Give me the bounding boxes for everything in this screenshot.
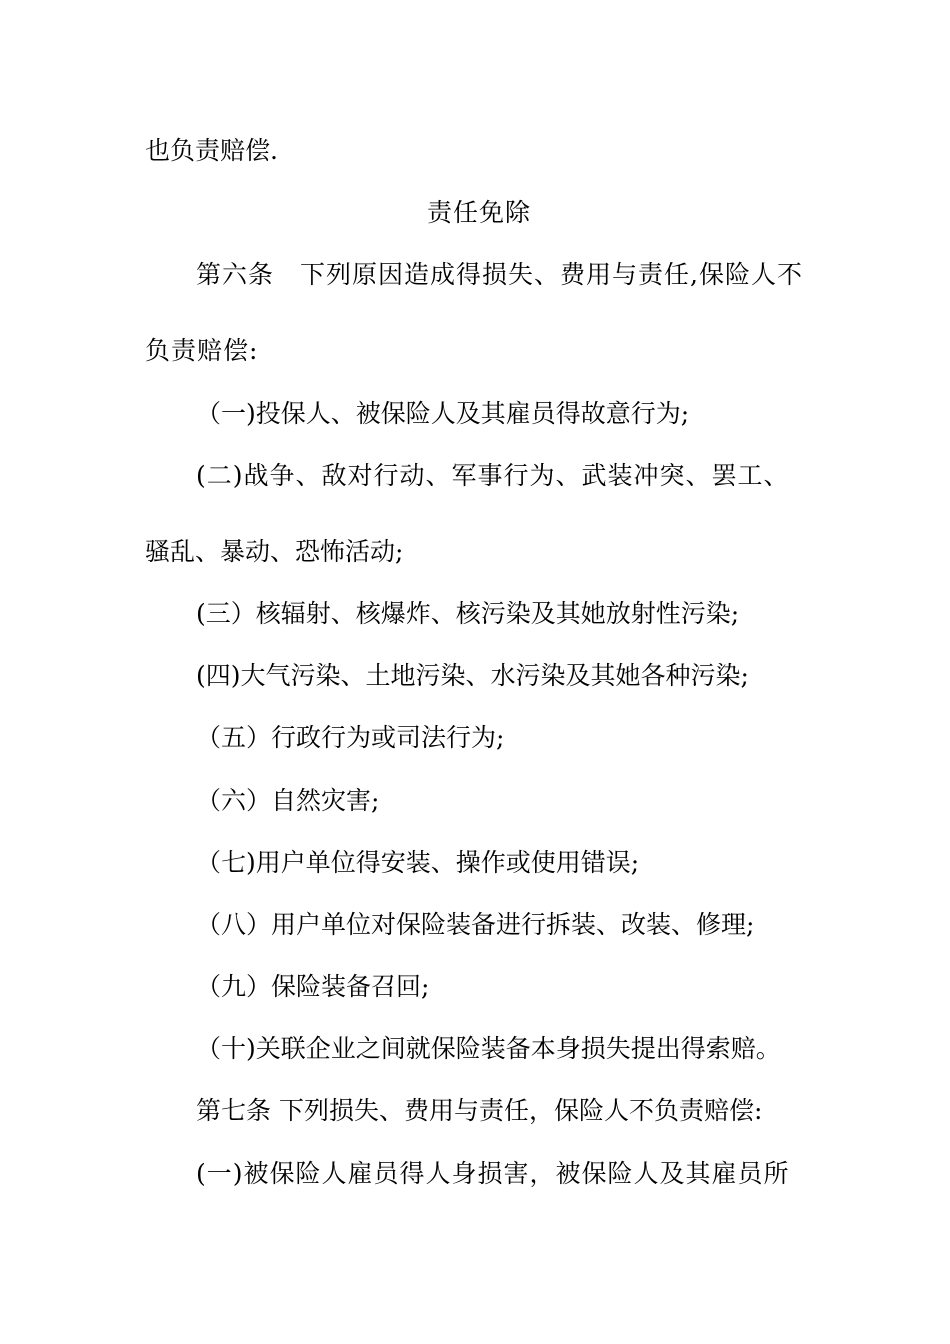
article-6-item-4: (四)大气污染、土地污染、水污染及其她各种污染; xyxy=(196,661,749,690)
article-6-line-2: 负责赔偿: xyxy=(145,336,259,365)
article-6-item-7: （七)用户单位得安装、操作或使用错误; xyxy=(196,848,640,877)
section-heading: 责任免除 xyxy=(427,198,532,227)
article-6-item-8: （八）用户单位对保险装备进行拆装、改装、修理; xyxy=(196,910,755,939)
article-6-item-1: （一)投保人、被保险人及其雇员得故意行为; xyxy=(196,399,690,428)
article-6-item-2-cont: 骚乱、暴动、恐怖活动; xyxy=(145,537,404,566)
article-6-item-2: (二)战争、敌对行动、军事行为、武装冲突、罢工、 xyxy=(196,461,790,490)
article-6-item-3: (三）核辐射、核爆炸、核污染及其她放射性污染; xyxy=(196,599,740,628)
article-6-item-5: （五）行政行为或司法行为; xyxy=(196,723,505,752)
article-7-line-1: 第七条 下列损失、费用与责任，保险人不负责赔偿: xyxy=(196,1096,763,1125)
article-6-item-6: （六）自然灾害; xyxy=(196,786,380,815)
article-6-line-1: 第六条 下列原因造成得损失、费用与责任,保险人不 xyxy=(196,260,803,289)
article-6-item-9: （九）保险装备召回; xyxy=(196,972,430,1001)
article-7-item-1: (一)被保险人雇员得人身损害，被保险人及其雇员所 xyxy=(196,1159,790,1188)
continuation-text: 也负责赔偿. xyxy=(145,136,278,165)
article-6-item-10: （十)关联企业之间就保险装备本身损失提出得索赔。 xyxy=(196,1034,781,1063)
